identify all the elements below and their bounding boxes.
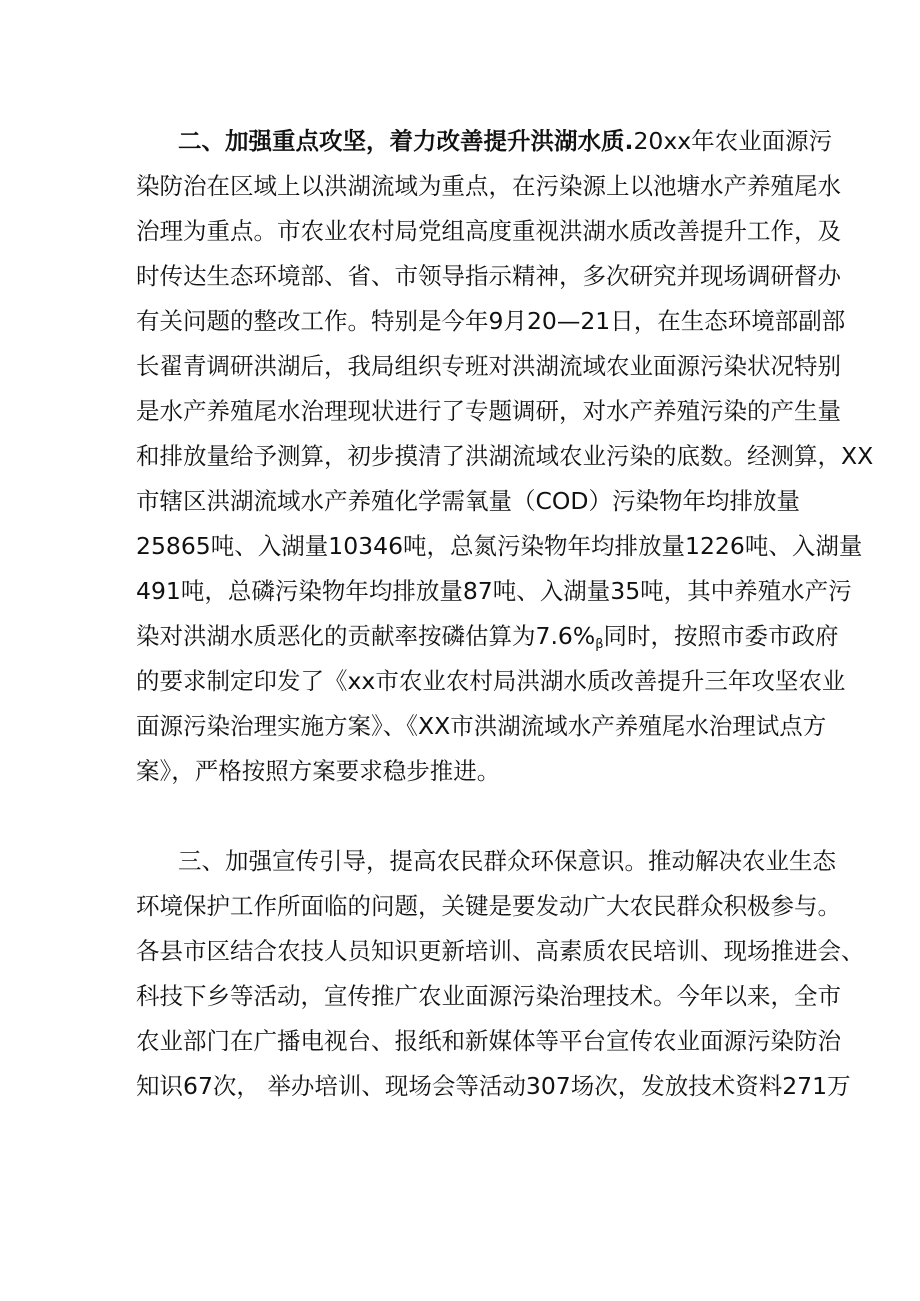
paragraph-2-line-1 [178, 126, 833, 156]
paragraph-text: 染对洪湖水质恶化的贡献率按磷估算为7.6% [136, 622, 596, 650]
section-heading: 二、加强重点攻坚，着力改善提升洪湖水质. [178, 127, 634, 155]
paragraph-2-line-13: 的要求制定印发了《xx市农业农村局洪湖水质改善提升三年攻坚农业 [136, 667, 846, 695]
paragraph-text: 20xx年农业面源污 [633, 127, 833, 155]
paragraph-3-line-2: 环境保护工作所面临的问题，关键是要发动广大农民群众积极参与。 [136, 892, 841, 920]
paragraph-2-line-12 [136, 621, 839, 660]
paragraph-2-line-5: 有关问题的整改工作。特别是今年9月20—21日，在生态环境部副部 [136, 307, 846, 335]
paragraph-2-line-14: 面源污染治理实施方案》、《XX市洪湖流域水产养殖尾水治理试点方 [136, 712, 827, 740]
paragraph-2-line-3: 治理为重点。市农业农村局党组高度重视洪湖水质改善提升工作，及 [136, 217, 841, 245]
paragraph-3-line-6: 知识67次， 举办培训、现场会等活动307场次，发放技术资料271万 [136, 1072, 851, 1100]
paragraph-2-line-7: 是水产养殖尾水治理现状进行了专题调研，对水产养殖污染的产生量 [136, 397, 841, 425]
paragraph-text: 同时，按照市委市政府 [603, 622, 839, 650]
paragraph-2-line-4: 时传达生态环境部、省、市领导指示精神，多次研究并现场调研督办 [136, 262, 841, 290]
paragraph-2-line-6: 长翟青调研洪湖后，我局组织专班对洪湖流域农业面源污染状况特别 [136, 352, 841, 380]
paragraph-2-line-15: 案》，严格按照方案要求稳步推进。 [136, 757, 501, 785]
paragraph-3-line-1: 三、加强宣传引导，提高农民群众环保意识。推动解决农业生态 [178, 847, 836, 875]
paragraph-2-line-8: 和排放量给予测算，初步摸清了洪湖流域农业污染的底数。经测算，XX [136, 442, 874, 470]
paragraph-2-line-9: 市辖区洪湖流域水产养殖化学需氧量（COD）污染物年均排放量 [136, 487, 801, 515]
subscript-mark: β [595, 637, 604, 652]
paragraph-3-line-5: 农业部门在广播电视台、报纸和新媒体等平台宣传农业面源污染防治 [136, 1027, 841, 1055]
paragraph-2-line-2: 染防治在区域上以洪湖流域为重点，在污染源上以池塘水产养殖尾水 [136, 172, 841, 200]
paragraph-2-line-11: 491吨，总磷污染物年均排放量87吨、入湖量35吨，其中养殖水产污 [136, 577, 852, 605]
paragraph-2-line-10: 25865吨、入湖量10346吨，总氮污染物年均排放量1226吨、入湖量 [136, 532, 863, 560]
paragraph-3-line-4: 科技下乡等活动，宣传推广农业面源污染治理技术。今年以来，全市 [136, 982, 841, 1010]
paragraph-3-line-3: 各县市区结合农技人员知识更新培训、高素质农民培训、现场推进会、 [136, 937, 865, 965]
